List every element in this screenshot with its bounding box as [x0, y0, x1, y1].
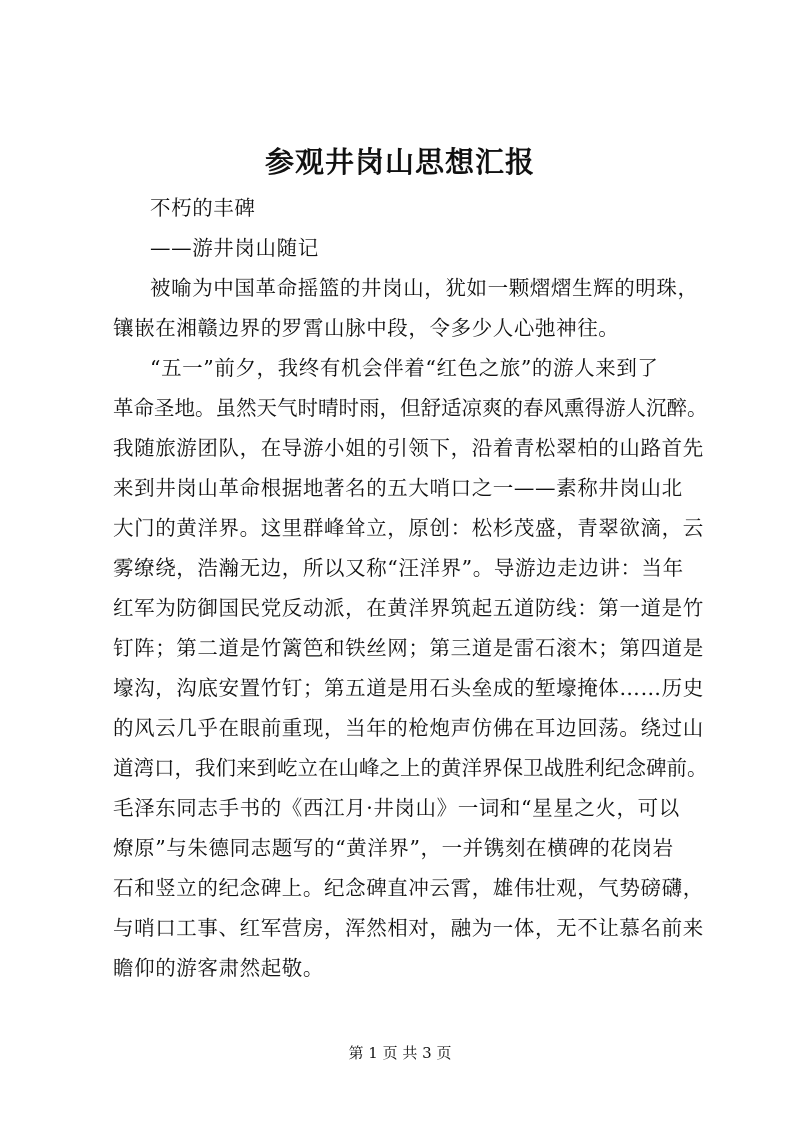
- paragraph-line: 雾缭绕，浩瀚无边，所以又称“汪洋界”。导游边走边讲：当年: [113, 556, 684, 580]
- subtitle: 不朽的丰碑: [150, 196, 256, 220]
- paragraph-line: 大门的黄洋界。这里群峰耸立，原创：松杉茂盛，青翠欲滴，云: [113, 516, 704, 540]
- page-number: 第 1 页 共 3 页: [348, 1044, 452, 1062]
- paragraph-line: 我随旅游团队，在导游小姐的引领下，沿着青松翠柏的山路首先: [113, 436, 704, 460]
- paragraph-line: 革命圣地。虽然天气时晴时雨，但舒适凉爽的春风熏得游人沉醉。: [113, 396, 708, 420]
- paragraph-line: 道湾口，我们来到屹立在山峰之上的黄洋界保卫战胜利纪念碑前。: [113, 756, 708, 780]
- paragraph-line: “五一”前夕，我终有机会伴着“红色之旅”的游人来到了: [150, 356, 659, 380]
- paragraph-line: 毛泽东同志手书的《西江月·井岗山》一词和“星星之火，可以: [113, 796, 680, 820]
- paragraph-line: 壕沟，沟底安置竹钉；第五道是用石头垒成的堑壕掩体……历史: [113, 676, 704, 700]
- paragraph-line: 被喻为中国革命摇篮的井岗山，犹如一颗熠熠生辉的明珠，: [150, 276, 699, 300]
- paragraph-line: 燎原”与朱德同志题写的“黄洋界”，一并镌刻在横碑的花岗岩: [113, 836, 674, 860]
- paragraph-line: 来到井岗山革命根据地著名的五大哨口之一——素称井岗山北: [113, 476, 683, 500]
- paragraph-line: 镶嵌在湘赣边界的罗霄山脉中段，令多少人心弛神往。: [113, 316, 620, 340]
- paragraph-line: 的风云几乎在眼前重现，当年的枪炮声仿佛在耳边回荡。绕过山: [113, 716, 704, 740]
- paragraph-line: 与哨口工事、红军营房，浑然相对，融为一体，无不让慕名前来: [113, 916, 704, 940]
- paragraph-line: 钉阵；第二道是竹篱笆和铁丝网；第三道是雷石滚木；第四道是: [113, 636, 704, 660]
- paragraph-line: 石和竖立的纪念碑上。纪念碑直冲云霄，雄伟壮观，气势磅礴，: [113, 876, 704, 900]
- paragraph-line: 瞻仰的游客肃然起敬。: [113, 956, 324, 980]
- byline: ——游井岗山随记: [150, 236, 319, 260]
- document-title: 参观井岗山思想汇报: [264, 145, 535, 179]
- paragraph-line: 红军为防御国民党反动派，在黄洋界筑起五道防线：第一道是竹: [113, 596, 704, 620]
